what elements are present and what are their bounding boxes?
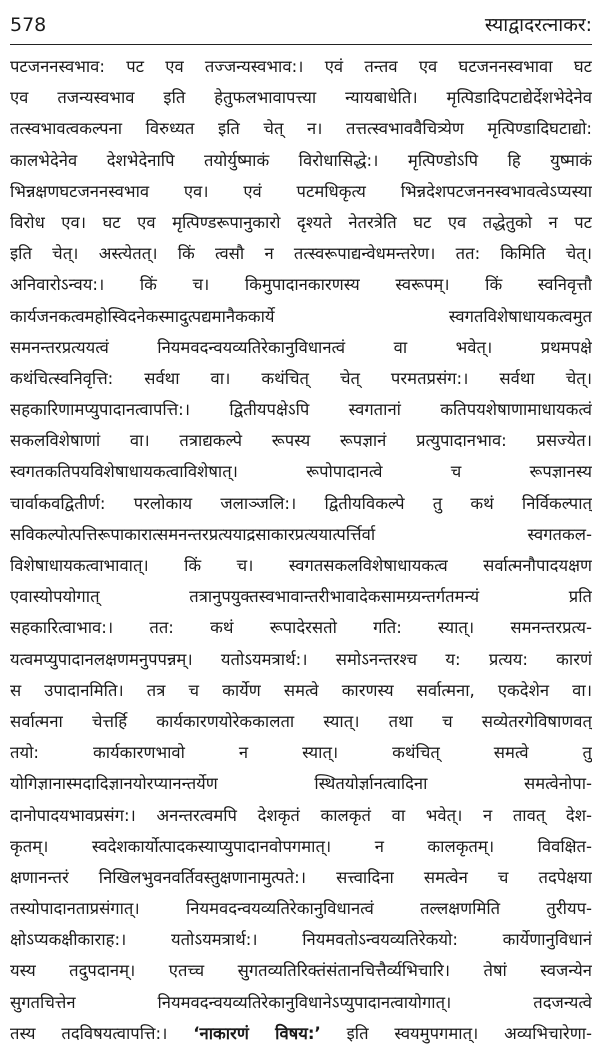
text-line: क्षोऽप्यकक्षीकाराह:। यतोऽयमत्रार्थ:। नियमवतोऽन्वयव्यतिरेकयो: कार्येणानुविधानं xyxy=(10,930,592,950)
text-line: सुगतचित्तेन नियमवदन्वयव्यतिरेकानुविधानेऽप्युपादानत्वायोगात्। तदजन्यत्वे xyxy=(10,992,592,1012)
text-line: पटजननस्वभाव: पट एव तज्जन्यस्वभाव:। एवं तन्तव एव घटजननस्वभावा घट xyxy=(10,57,592,76)
text-body xyxy=(10,51,592,1018)
text-line-last xyxy=(10,1018,592,1049)
text-line: तस्योपादानताप्रसंगात्। नियमवदन्वयव्यतिरेकानुविधानत्वं तल्लक्षणमिति तुरीयप- xyxy=(10,899,592,919)
text-line: स उपादानमिति। तत्र च कार्येण समत्वे कारणस्य सर्वात्मना, एकदेशेन वा। xyxy=(10,680,592,700)
text-line: यत्वमप्युपादानलक्षणमनुपपन्नम्। यतोऽयमत्रार्थ:। समोऽनन्तरश्च य: प्रत्यय: कारणं xyxy=(10,649,592,669)
text-line: स्वगतकतिपयविशेषाधायकत्वाविशेषात्। रूपोपादानत्वे च रूपज्ञानस्य xyxy=(10,462,592,482)
last-line-after: इति स्वयमुपगमात्। अव्यभिचारेणा- xyxy=(346,1023,592,1043)
text-line: एव तजन्यस्वभाव इति हेतुफलभावापत्त्या न्यायबाधेति। मृत्पिडादिपटाद्येर्देशभेदेनेव xyxy=(10,88,592,108)
text-line: कृतम्। स्वदेशकार्योत्पादकस्याप्युपादानवोपगमात्। न कालकृतम्। विवक्षित- xyxy=(10,836,592,856)
text-line: एवास्योपयोगात् तत्रानुपयुक्तस्वभावान्तरीभावादेकसामग्र्यन्तर्गतमन्यं प्रति xyxy=(10,587,592,607)
text-line: तयो: कार्यकारणभावो न स्यात्। कथंचित् समत्वे तु xyxy=(10,743,592,763)
text-line: इति चेत्। अस्त्येतत्। किं त्वसौ न तत्स्वरूपाद्यन्वेधमन्तरेण। तत: किमिति चेत्। xyxy=(10,244,592,264)
text-line: समनन्तरप्रत्ययत्वं नियमवदन्वयव्यतिरेकानुविधानत्वं वा भवेत्। प्रथमपक्षे xyxy=(10,337,592,357)
text-line: सहकारिणामप्युपादानत्वापत्ति:। द्वितीयपक्षेऽपि स्वगतानां कतिपयशेषाणामाधायकत्वं xyxy=(10,400,592,420)
text-line: कथंचित्स्वनिवृत्ति: सर्वथा वा। कथंचित् चेत् परमतप्रसंग:। सर्वथा चेत्। xyxy=(10,368,592,388)
page-number: 578 xyxy=(10,14,47,36)
last-line-before: तस्य तदविषयत्वापत्ति:। xyxy=(10,1023,168,1043)
emphasis-quote: ‘नाकारणं विषय:’ xyxy=(193,1023,321,1043)
text-line: भिन्नक्षणघटजननस्वभाव एव। एवं पटमधिकृत्य भिन्नदेशपटजननस्वभावत्वेऽप्यस्या xyxy=(10,181,592,201)
text-line: चार्वाकवद्वितीर्ण: परलोकाय जलाञ्जलि:। द्वितीयविकल्पे तु कथं निर्विकल्पात् xyxy=(10,493,592,513)
text-line: कालभेदेनेव देशभेदेनापि तयोर्युष्माकं विरोधासिद्धे:। मृत्पिण्डोऽपि हि युष्माकं xyxy=(10,150,592,170)
text-line: यस्य तदुपदानम्। एतच्च सुगतव्यतिरिक्तंसंतानचित्तैर्व्यभिचारि। तेषां स्वजन्येन xyxy=(10,961,592,981)
text-line: सविकल्पोत्पत्तिरूपाकारात्समनन्तरप्रत्ययाद्रसाकारप्रत्ययात्पर्त्तिर्वा स्वगतकल- xyxy=(10,524,592,544)
text-line: सकलविशेषाणां वा। तत्राद्यकल्पे रूपस्य रूपज्ञानं प्रत्युपादानभाव: प्रसज्येत। xyxy=(10,431,592,451)
text-line: विशेषाधायकत्वाभावात्। किं च। स्वगतसकलविशेषाधायकत्व सर्वात्मनौपादयक्षण xyxy=(10,556,592,575)
header-rule xyxy=(10,44,592,45)
text-line: तत्स्वभावत्वकल्पना विरुध्यत इति चेत् न। तत्तत्स्वभाववैचित्र्येण मृत्पिण्डादिघटाद्यो: xyxy=(10,119,592,139)
running-head xyxy=(10,10,592,40)
text-line: अनिवारोऽन्वय:। किं च। किमुपादानकारणस्य स्वरूपम्। किं स्वनिवृत्तौ xyxy=(10,275,592,295)
text-line: सर्वात्मना चेत्तर्हि कार्यकारणयोरेककालता स्यात्। तथा च सव्येतरगेविषाणवत् xyxy=(10,711,592,731)
text-line: क्षणानन्तरं निखिलभुवनवर्तिवस्तुक्षणानामुत्पते:। सत्त्वादिना समत्वेन च तदपेक्षया xyxy=(10,867,592,887)
text-line: सहकारित्वाभाव:। तत: कथं रूपादेरसतो गति: स्यात्। समनन्तरप्रत्य- xyxy=(10,618,592,638)
text-line: दानोपादयभावप्रसंग:। अनन्तरत्वमपि देशकृतं कालकृतं वा भवेत्। न तावत् देश- xyxy=(10,805,592,825)
text-line: कार्यजनकत्वमहोस्विदनेकस्मादुत्पद्यमानैककार्ये स्वगतविशेषाधायकत्वमुत xyxy=(10,306,592,326)
running-title: स्याद्वादरत्नाकर: xyxy=(484,14,592,36)
text-line: योगिज्ञानास्मदादिज्ञानयोरप्यानन्तर्येण स्थितयोर्ज्ञानत्वादिना समत्वेनोपा- xyxy=(10,774,592,794)
text-line: विरोध एव। घट एव मृत्पिण्डरूपानुकारो दृश्यते नेतरत्रेति घट एव तद्धेतुको न पट xyxy=(10,212,592,232)
